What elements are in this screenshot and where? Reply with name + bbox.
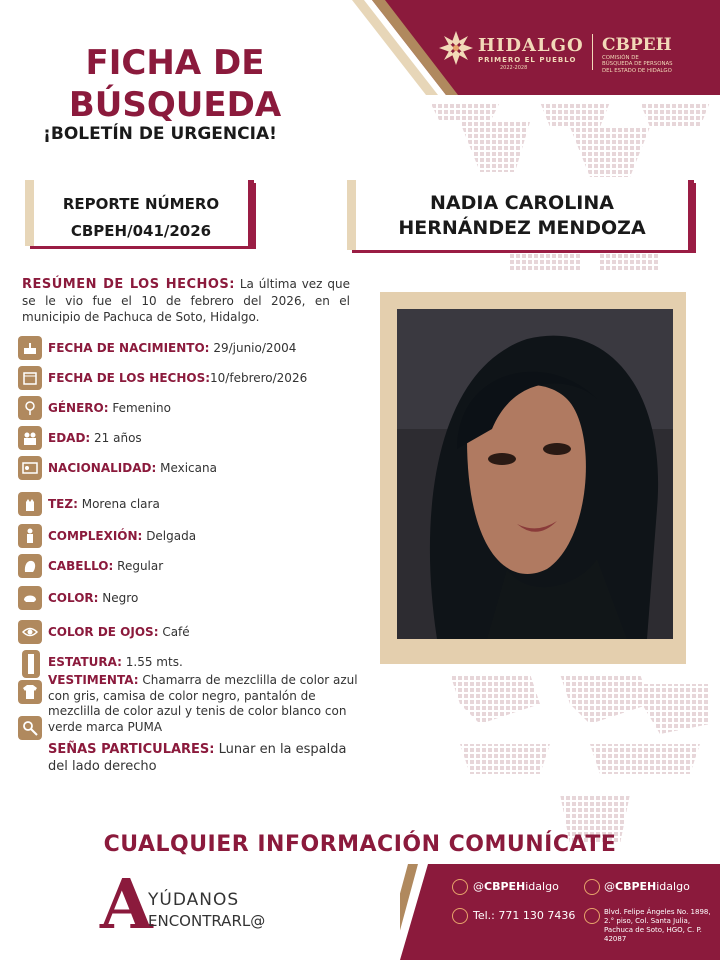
- field-label: FECHA DE NACIMIENTO:: [48, 341, 210, 355]
- field-label: SEÑAS PARTICULARES:: [48, 742, 215, 757]
- field-value: 21 años: [94, 431, 142, 445]
- hair-icon: [18, 554, 42, 578]
- field-label: CABELLO:: [48, 559, 114, 573]
- urgency-subtitle: ¡BOLETÍN DE URGENCIA!: [43, 124, 277, 144]
- clothing-row: [48, 673, 358, 735]
- twitter-handle[interactable]: [604, 880, 690, 893]
- call-to-action: CUALQUIER INFORMACIÓN COMUNÍCATE: [103, 832, 617, 857]
- field-value: 1.55 mts.: [125, 655, 183, 669]
- field-label: VESTIMENTA:: [48, 673, 139, 687]
- gender-icon: [18, 396, 42, 420]
- field-label: GÉNERO:: [48, 401, 109, 415]
- field-value: 29/junio/2004: [213, 341, 297, 355]
- field-value: Delgada: [146, 529, 197, 543]
- field-value: Lunar en la espalda del lado derecho: [48, 742, 347, 774]
- phone-number[interactable]: Tel.: 771 130 7436: [473, 909, 576, 922]
- people-icon: [18, 426, 42, 450]
- hair-color-icon: [18, 586, 42, 610]
- report-box: [28, 180, 254, 246]
- summary-label: RESÚMEN DE LOS HECHOS:: [22, 277, 235, 292]
- id-card-icon: [18, 456, 42, 480]
- person-photo: [397, 309, 673, 639]
- facebook-handle[interactable]: [473, 880, 559, 893]
- person-name: [356, 191, 688, 241]
- address: Blvd. Felipe Ángeles No. 1898, 2.° piso, Col. Santa Julia, Pachuca de Soto, HGO, C. P. 42087: [604, 908, 711, 943]
- location-pin-icon: [584, 908, 600, 924]
- handle-bold: CBPEH: [484, 880, 526, 893]
- marks-row: [48, 741, 348, 775]
- handle-prefix: @: [604, 880, 615, 893]
- org-line: COMISIÓN DE: [602, 55, 639, 61]
- field-value: Negro: [102, 591, 139, 605]
- summary-text: La última vez que se le vio fue el 10 de febrero del 2026, en el municipio de Pachuca de Soto, Hidalgo.: [22, 277, 350, 324]
- field-label: TEZ:: [48, 497, 78, 511]
- field-label: COLOR DE OJOS:: [48, 625, 159, 639]
- field-label: FECHA DE LOS HECHOS:: [48, 371, 211, 385]
- eye-icon: [18, 620, 42, 644]
- title-line: FICHA DE: [85, 43, 265, 83]
- report-number: CBPEH/041/2026: [70, 222, 212, 240]
- calendar-icon: [18, 366, 42, 390]
- magnifier-icon: [18, 716, 42, 740]
- ruler-icon: [22, 650, 40, 678]
- brand-years: 2022-2028: [500, 65, 528, 71]
- body-icon: [18, 524, 42, 548]
- handle-prefix: @: [473, 880, 484, 893]
- help-logo-line-1: YÚDANOS: [148, 890, 240, 910]
- logo-divider: [592, 34, 593, 70]
- org-line: DEL ESTADO DE HIDALGO: [602, 67, 672, 74]
- field-value: Regular: [117, 559, 164, 573]
- poster-title: [40, 42, 310, 126]
- help-logo-line-2: ENCONTRARL@: [148, 912, 266, 930]
- birthday-cake-icon: [18, 336, 42, 360]
- field-label: COMPLEXIÓN:: [48, 529, 143, 543]
- handle-rest: idalgo: [656, 880, 690, 893]
- name-line-2: HERNÁNDEZ MENDOZA: [398, 217, 646, 239]
- shirt-icon: [18, 680, 42, 704]
- handle-rest: idalgo: [525, 880, 559, 893]
- field-value: Mexicana: [160, 461, 217, 475]
- field-value: Chamarra de mezclilla de color azul con gris, camisa de color negro, pantalón de mezclilla de color azul y tenis de color blanco con verde marca PUMA: [48, 673, 358, 734]
- field-label: ESTATURA:: [48, 655, 122, 669]
- field-label: EDAD:: [48, 431, 91, 445]
- twitter-icon[interactable]: [584, 879, 600, 895]
- org-logo: CBPEH: [602, 35, 672, 55]
- help-logo-letter: A: [100, 865, 153, 945]
- field-label: NACIONALIDAD:: [48, 461, 157, 475]
- field-value: 10/febrero/2026: [210, 371, 308, 385]
- report-label: REPORTE NÚMERO: [62, 195, 220, 213]
- phone-icon: [452, 908, 468, 924]
- brand-slogan: PRIMERO EL PUEBLO: [478, 56, 577, 64]
- handle-bold: CBPEH: [615, 880, 657, 893]
- field-value: Morena clara: [81, 497, 160, 511]
- summary: [22, 276, 350, 325]
- facebook-icon[interactable]: [452, 879, 468, 895]
- field-label: COLOR:: [48, 591, 99, 605]
- hand-icon: [18, 492, 42, 516]
- name-line-1: NADIA CAROLINA: [430, 192, 614, 214]
- field-value: Café: [162, 625, 190, 639]
- person-name-box: [350, 180, 694, 250]
- org-line: BÚSQUEDA DE PERSONAS: [602, 61, 673, 68]
- title-line: BÚSQUEDA: [68, 85, 282, 125]
- field-value: Femenino: [112, 401, 171, 415]
- brand-hidalgo: HIDALGO: [478, 35, 584, 56]
- org-description: [602, 55, 702, 74]
- hidalgo-flower-icon: [438, 30, 474, 66]
